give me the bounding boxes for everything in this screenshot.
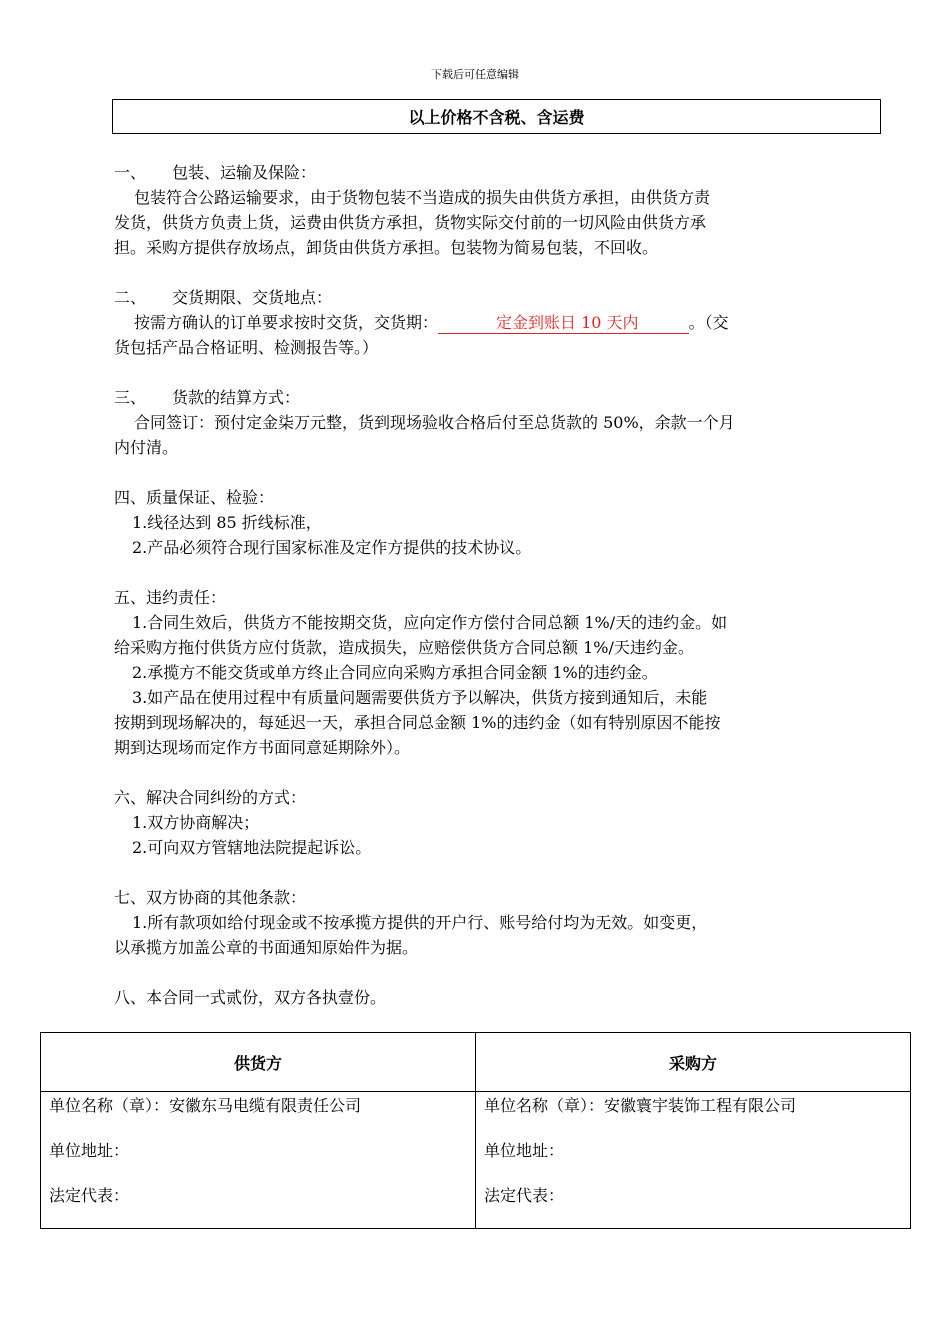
buyer-address: 单位地址： bbox=[484, 1141, 565, 1160]
list-item-continuation: 按期到现场解决的，每延迟一天，承担合同总金额 1%的违约金（如有特别原因不能按 bbox=[114, 713, 721, 732]
price-note: 以上价格不含税、含运费 bbox=[408, 108, 585, 127]
list-item: 2.可向双方管辖地法院提起诉讼。 bbox=[132, 838, 372, 857]
section-number: 三、 bbox=[114, 388, 147, 407]
buyer-legal-rep: 法定代表： bbox=[484, 1186, 565, 1205]
table-header-row bbox=[41, 1033, 911, 1092]
supplier-header: 供货方 bbox=[41, 1033, 476, 1092]
supplier-address: 单位地址： bbox=[49, 1141, 130, 1160]
list-item: 1.线径达到 85 折线标准， bbox=[132, 513, 322, 532]
supplier-legal-rep: 法定代表： bbox=[49, 1186, 130, 1205]
delivery-term: 定金到账日 10 天内 bbox=[438, 313, 689, 334]
list-item: 3.如产品在使用过程中有质量问题需要供货方予以解决，供货方接到通知后，未能 bbox=[132, 688, 708, 707]
paragraph-line: 发货，供货方负责上货，运费由供货方承担，货物实际交付前的一切风险由供货方承 bbox=[114, 213, 707, 232]
list-item-continuation: 期到达现场而定作方书面同意延期除外）。 bbox=[114, 738, 411, 757]
list-item: 1.所有款项如给付现金或不按承揽方提供的开户行、账号给付均为无效。如变更， bbox=[132, 913, 708, 932]
section-number: 一、 bbox=[114, 163, 147, 182]
buyer-info bbox=[476, 1092, 911, 1229]
section-title-text: 交货期限、交货地点： bbox=[172, 288, 333, 307]
delivery-suffix: 。（交 bbox=[688, 313, 729, 332]
section-delivery bbox=[114, 285, 839, 360]
supplier-name: 单位名称（章）：安徽东马电缆有限责任公司 bbox=[49, 1096, 362, 1115]
section-title: 四、质量保证、检验： bbox=[114, 488, 275, 507]
buyer-name: 单位名称（章）：安徽寰宇装饰工程有限公司 bbox=[484, 1096, 797, 1115]
section-title: 八、本合同一式贰份，双方各执壹份。 bbox=[114, 988, 387, 1007]
paragraph-line bbox=[114, 310, 839, 335]
paragraph-line: 货包括产品合格证明、检测报告等。） bbox=[114, 338, 379, 357]
section-title bbox=[114, 285, 839, 310]
section-title bbox=[114, 160, 839, 185]
buyer-header: 采购方 bbox=[476, 1033, 911, 1092]
section-packaging bbox=[114, 160, 839, 260]
table-row bbox=[41, 1092, 911, 1229]
paragraph-line: 包装符合公路运输要求，由于货物包装不当造成的损失由供货方承担，由供货方责 bbox=[134, 188, 711, 207]
list-item-continuation: 给采购方拖付供货方应付货款，造成损失，应赔偿供货方合同总额 1%/天违约金。 bbox=[114, 638, 694, 657]
section-number: 二、 bbox=[114, 288, 147, 307]
section-title: 六、解决合同纠纷的方式： bbox=[114, 788, 307, 807]
section-title: 五、违约责任： bbox=[114, 588, 227, 607]
supplier-info bbox=[41, 1092, 476, 1229]
list-item: 2.承揽方不能交货或单方终止合同应向采购方承担合同金额 1%的违约金。 bbox=[132, 663, 658, 682]
section-other-terms bbox=[114, 885, 839, 960]
section-title: 七、双方协商的其他条款： bbox=[114, 888, 307, 907]
section-quality bbox=[114, 485, 839, 560]
header-note: 下载后可任意编辑 bbox=[431, 68, 519, 81]
list-item-continuation: 以承揽方加盖公章的书面通知原始件为据。 bbox=[114, 938, 419, 957]
section-liability bbox=[114, 585, 839, 760]
list-item: 1.双方协商解决； bbox=[132, 813, 260, 832]
section-title bbox=[114, 385, 839, 410]
section-title-text: 货款的结算方式： bbox=[172, 388, 301, 407]
section-copies bbox=[114, 985, 839, 1010]
section-payment bbox=[114, 385, 839, 460]
paragraph-line: 合同签订：预付定金柒万元整，货到现场验收合格后付至总货款的 50%，余款一个月 bbox=[134, 413, 735, 432]
section-title-text: 包装、运输及保险： bbox=[172, 163, 317, 182]
delivery-prefix: 按需方确认的订单要求按时交货，交货期： bbox=[134, 313, 439, 332]
contract-body bbox=[114, 160, 839, 1035]
section-disputes bbox=[114, 785, 839, 860]
paragraph-line: 内付清。 bbox=[114, 438, 179, 457]
list-item: 1.合同生效后，供货方不能按期交货，应向定作方偿付合同总额 1%/天的违约金。如 bbox=[132, 613, 728, 632]
list-item: 2.产品必须符合现行国家标准及定作方提供的技术协议。 bbox=[132, 538, 532, 557]
paragraph-line: 担。采购方提供存放场点，卸货由供货方承担。包装物为简易包装，不回收。 bbox=[114, 238, 659, 257]
price-note-box bbox=[112, 99, 881, 134]
signature-table bbox=[40, 1032, 911, 1229]
